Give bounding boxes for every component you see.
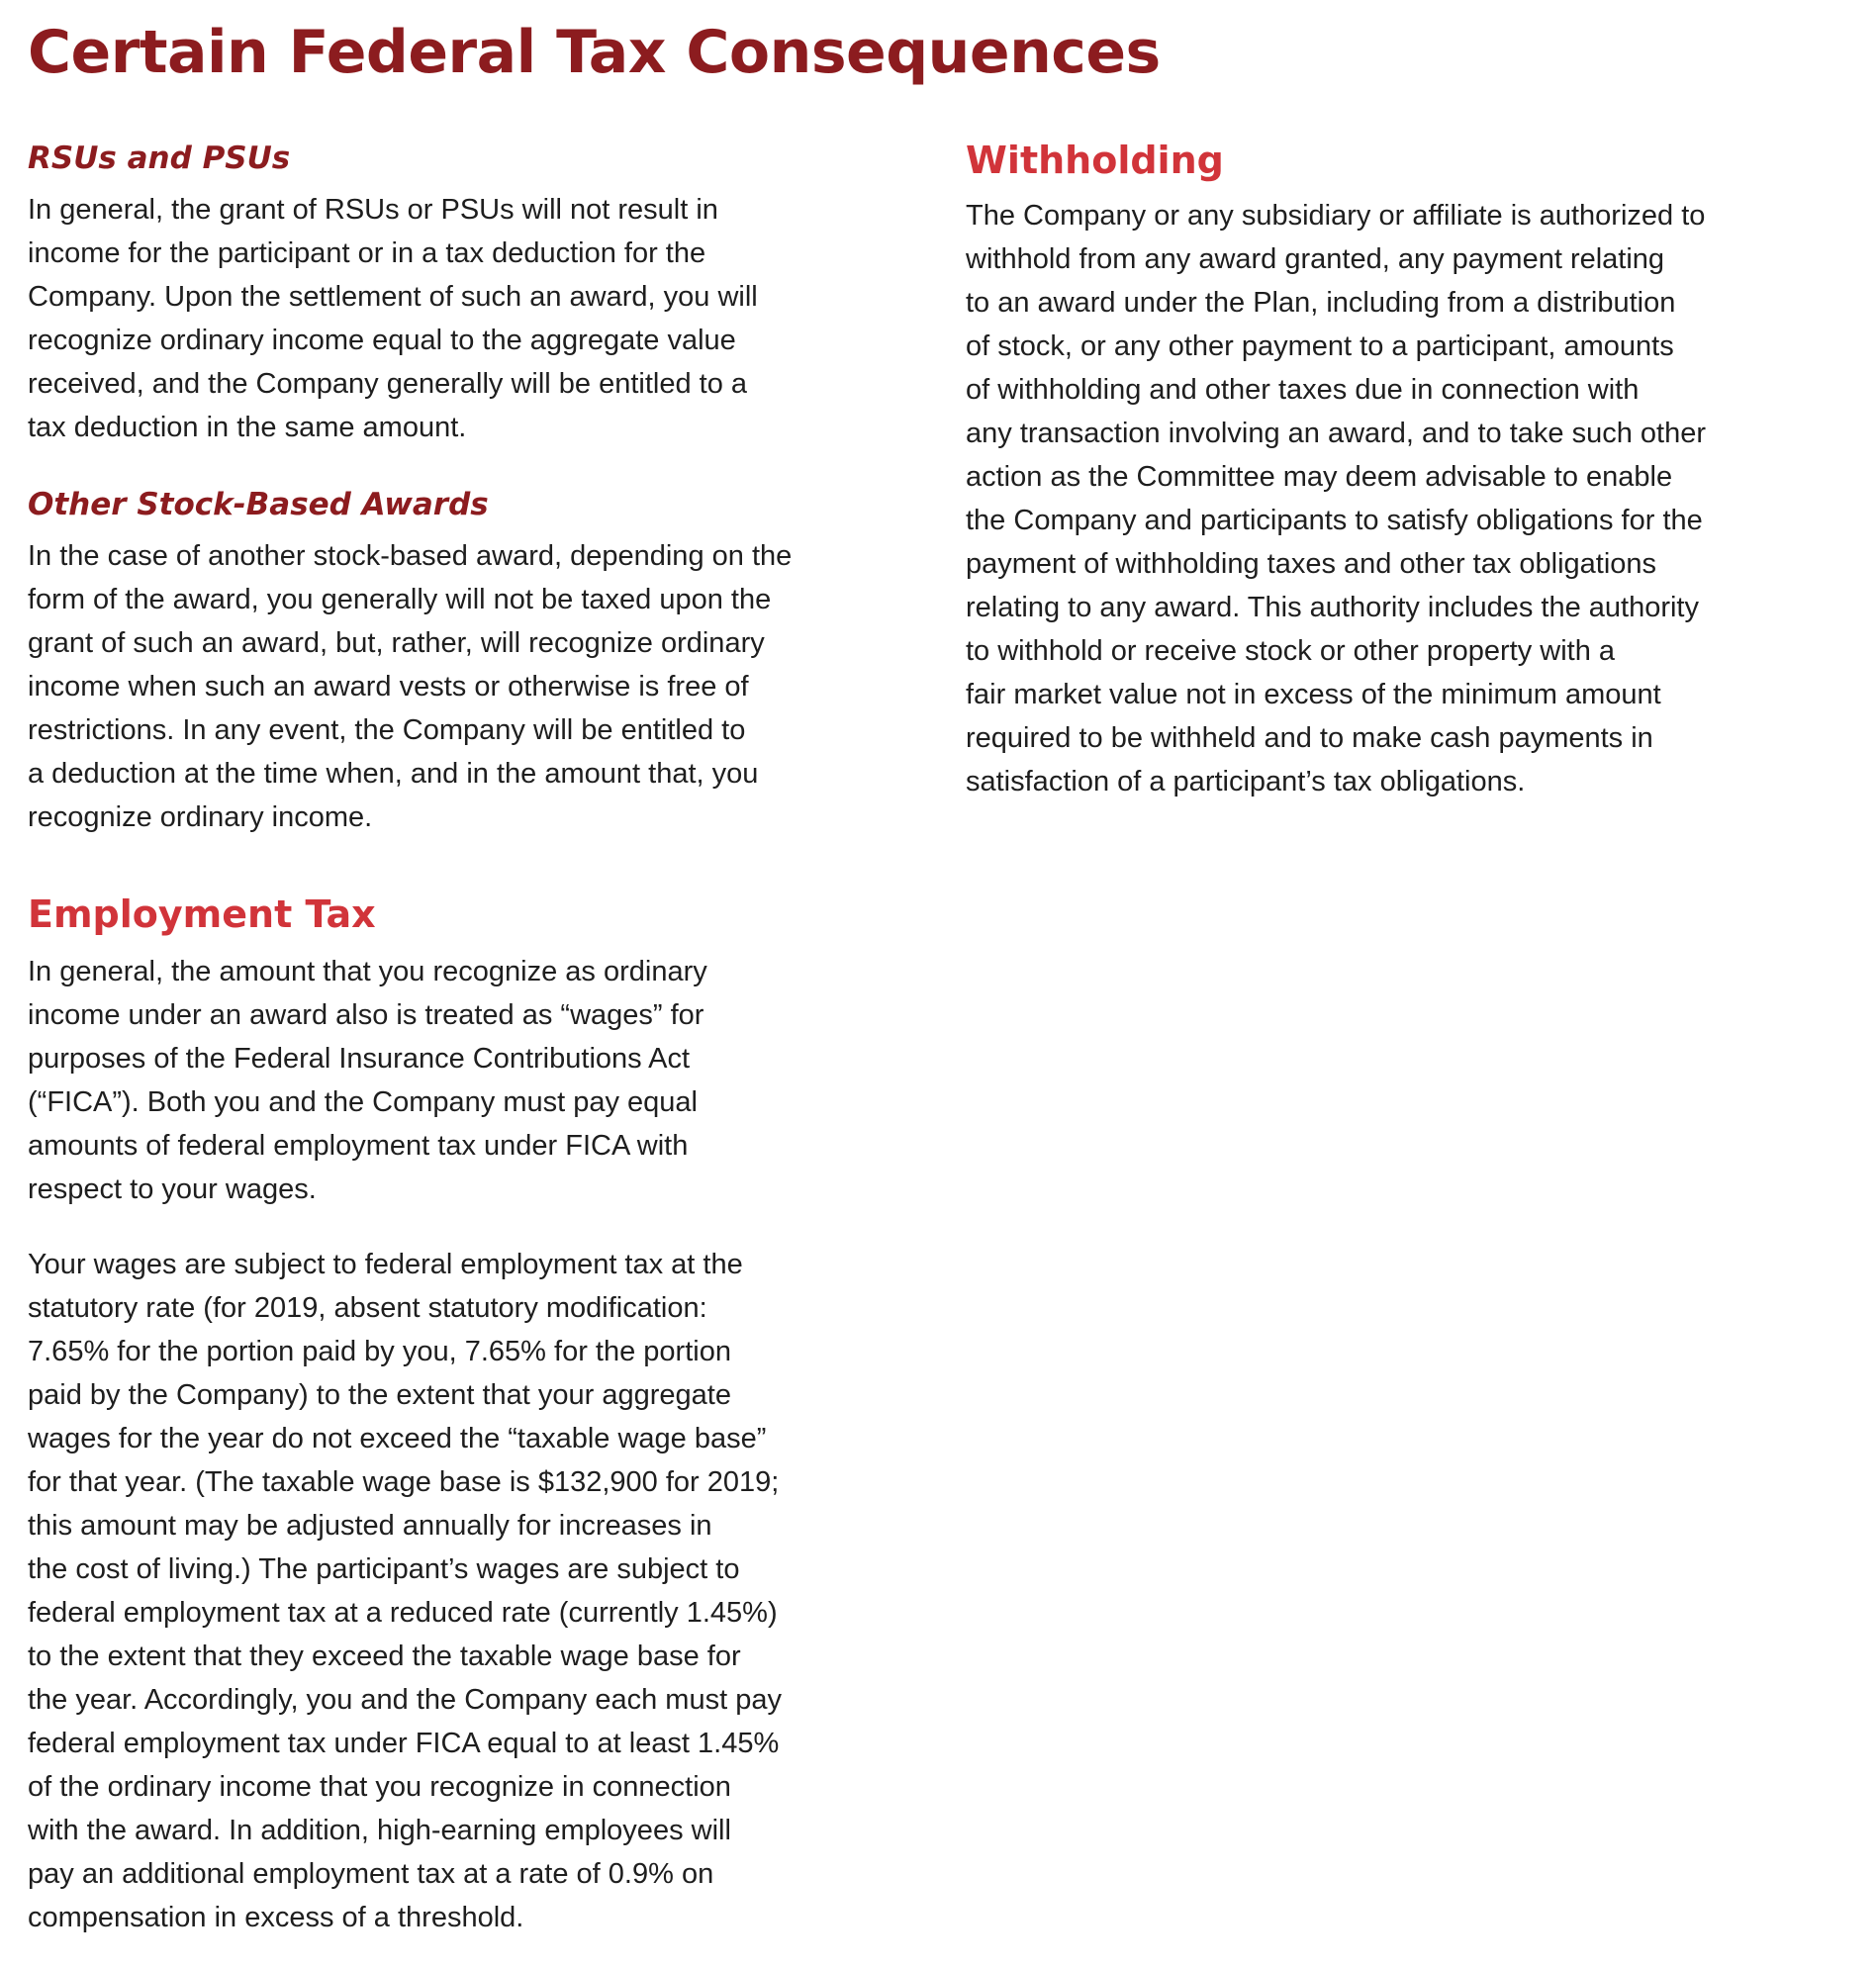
- rsus-psus-heading: RSUs and PSUs: [28, 141, 291, 176]
- text-line: In the case of another stock-based award, depending on the: [28, 540, 793, 572]
- text-line: the cost of living.) The participant’s wages are subject to: [28, 1553, 740, 1585]
- text-line: form of the award, you generally will not be taxed upon the: [28, 584, 772, 615]
- text-line: of the ordinary income that you recognize in connection: [28, 1771, 731, 1803]
- text-line: satisfaction of a participant’s tax obligations.: [966, 766, 1526, 797]
- text-line: the year. Accordingly, you and the Company each must pay: [28, 1684, 782, 1716]
- text-line: this amount may be adjusted annually for increases in: [28, 1510, 712, 1542]
- text-line: withhold from any award granted, any payment relating: [966, 243, 1665, 275]
- text-line: pay an additional employment tax at a rate of 0.9% on: [28, 1858, 714, 1890]
- text-line: payment of withholding taxes and other tax obligations: [966, 548, 1657, 580]
- text-line: recognize ordinary income.: [28, 801, 373, 833]
- text-line: the Company and participants to satisfy obligations for the: [966, 505, 1703, 536]
- other-stock-awards-heading: Other Stock-Based Awards: [28, 487, 489, 522]
- text-line: Company. Upon the settlement of such an award, you will: [28, 281, 758, 313]
- text-line: compensation in excess of a threshold.: [28, 1902, 524, 1933]
- text-line: amounts of federal employment tax under FICA with: [28, 1130, 689, 1162]
- text-line: The Company or any subsidiary or affiliate is authorized to: [966, 200, 1706, 232]
- text-line: (“FICA”). Both you and the Company must pay equal: [28, 1086, 698, 1118]
- employment-tax-paragraph-1: [28, 950, 707, 1211]
- text-line: action as the Committee may deem advisable to enable: [966, 461, 1673, 493]
- page-title: Certain Federal Tax Consequences: [28, 18, 1161, 87]
- text-line: required to be withheld and to make cash payments in: [966, 722, 1653, 754]
- withholding-heading: Withholding: [966, 139, 1224, 182]
- text-line: received, and the Company generally will be entitled to a: [28, 368, 748, 400]
- text-line: any transaction involving an award, and to take such other: [966, 418, 1707, 449]
- text-line: a deduction at the time when, and in the amount that, you: [28, 758, 759, 790]
- text-line: to the extent that they exceed the taxable wage base for: [28, 1641, 741, 1672]
- text-line: tax deduction in the same amount.: [28, 412, 467, 443]
- text-line: with the award. In addition, high-earning employees will: [28, 1815, 731, 1846]
- text-line: In general, the grant of RSUs or PSUs will not result in: [28, 194, 718, 226]
- text-line: of withholding and other taxes due in connection with: [966, 374, 1640, 406]
- text-line: relating to any award. This authority includes the authority: [966, 592, 1699, 623]
- text-line: grant of such an award, but, rather, will recognize ordinary: [28, 627, 765, 659]
- text-line: of stock, or any other payment to a participant, amounts: [966, 330, 1674, 362]
- text-line: fair market value not in excess of the minimum amount: [966, 679, 1661, 710]
- employment-tax-paragraph-2: [28, 1243, 782, 1939]
- text-line: recognize ordinary income equal to the aggregate value: [28, 325, 736, 356]
- text-line: purposes of the Federal Insurance Contributions Act: [28, 1043, 690, 1075]
- text-line: statutory rate (for 2019, absent statutory modification:: [28, 1292, 707, 1324]
- text-line: Your wages are subject to federal employment tax at the: [28, 1249, 743, 1280]
- text-line: wages for the year do not exceed the “taxable wage base”: [28, 1423, 767, 1454]
- text-line: for that year. (The taxable wage base is $132,900 for 2019;: [28, 1466, 780, 1498]
- text-line: respect to your wages.: [28, 1173, 317, 1205]
- text-line: to an award under the Plan, including from a distribution: [966, 287, 1676, 319]
- text-line: income for the participant or in a tax deduction for the: [28, 237, 706, 269]
- other-stock-awards-paragraph: [28, 534, 792, 839]
- withholding-paragraph: [966, 194, 1706, 803]
- text-line: income when such an award vests or otherwise is free of: [28, 671, 749, 703]
- text-line: In general, the amount that you recognize as ordinary: [28, 956, 707, 987]
- employment-tax-heading: Employment Tax: [28, 892, 376, 936]
- text-line: paid by the Company) to the extent that your aggregate: [28, 1379, 731, 1411]
- rsus-psus-paragraph: [28, 188, 758, 449]
- text-line: federal employment tax at a reduced rate (currently 1.45%): [28, 1597, 778, 1629]
- text-line: federal employment tax under FICA equal to at least 1.45%: [28, 1728, 780, 1759]
- text-line: 7.65% for the portion paid by you, 7.65% for the portion: [28, 1336, 731, 1367]
- text-line: income under an award also is treated as “wages” for: [28, 999, 704, 1031]
- text-line: restrictions. In any event, the Company will be entitled to: [28, 714, 746, 746]
- text-line: to withhold or receive stock or other property with a: [966, 635, 1616, 667]
